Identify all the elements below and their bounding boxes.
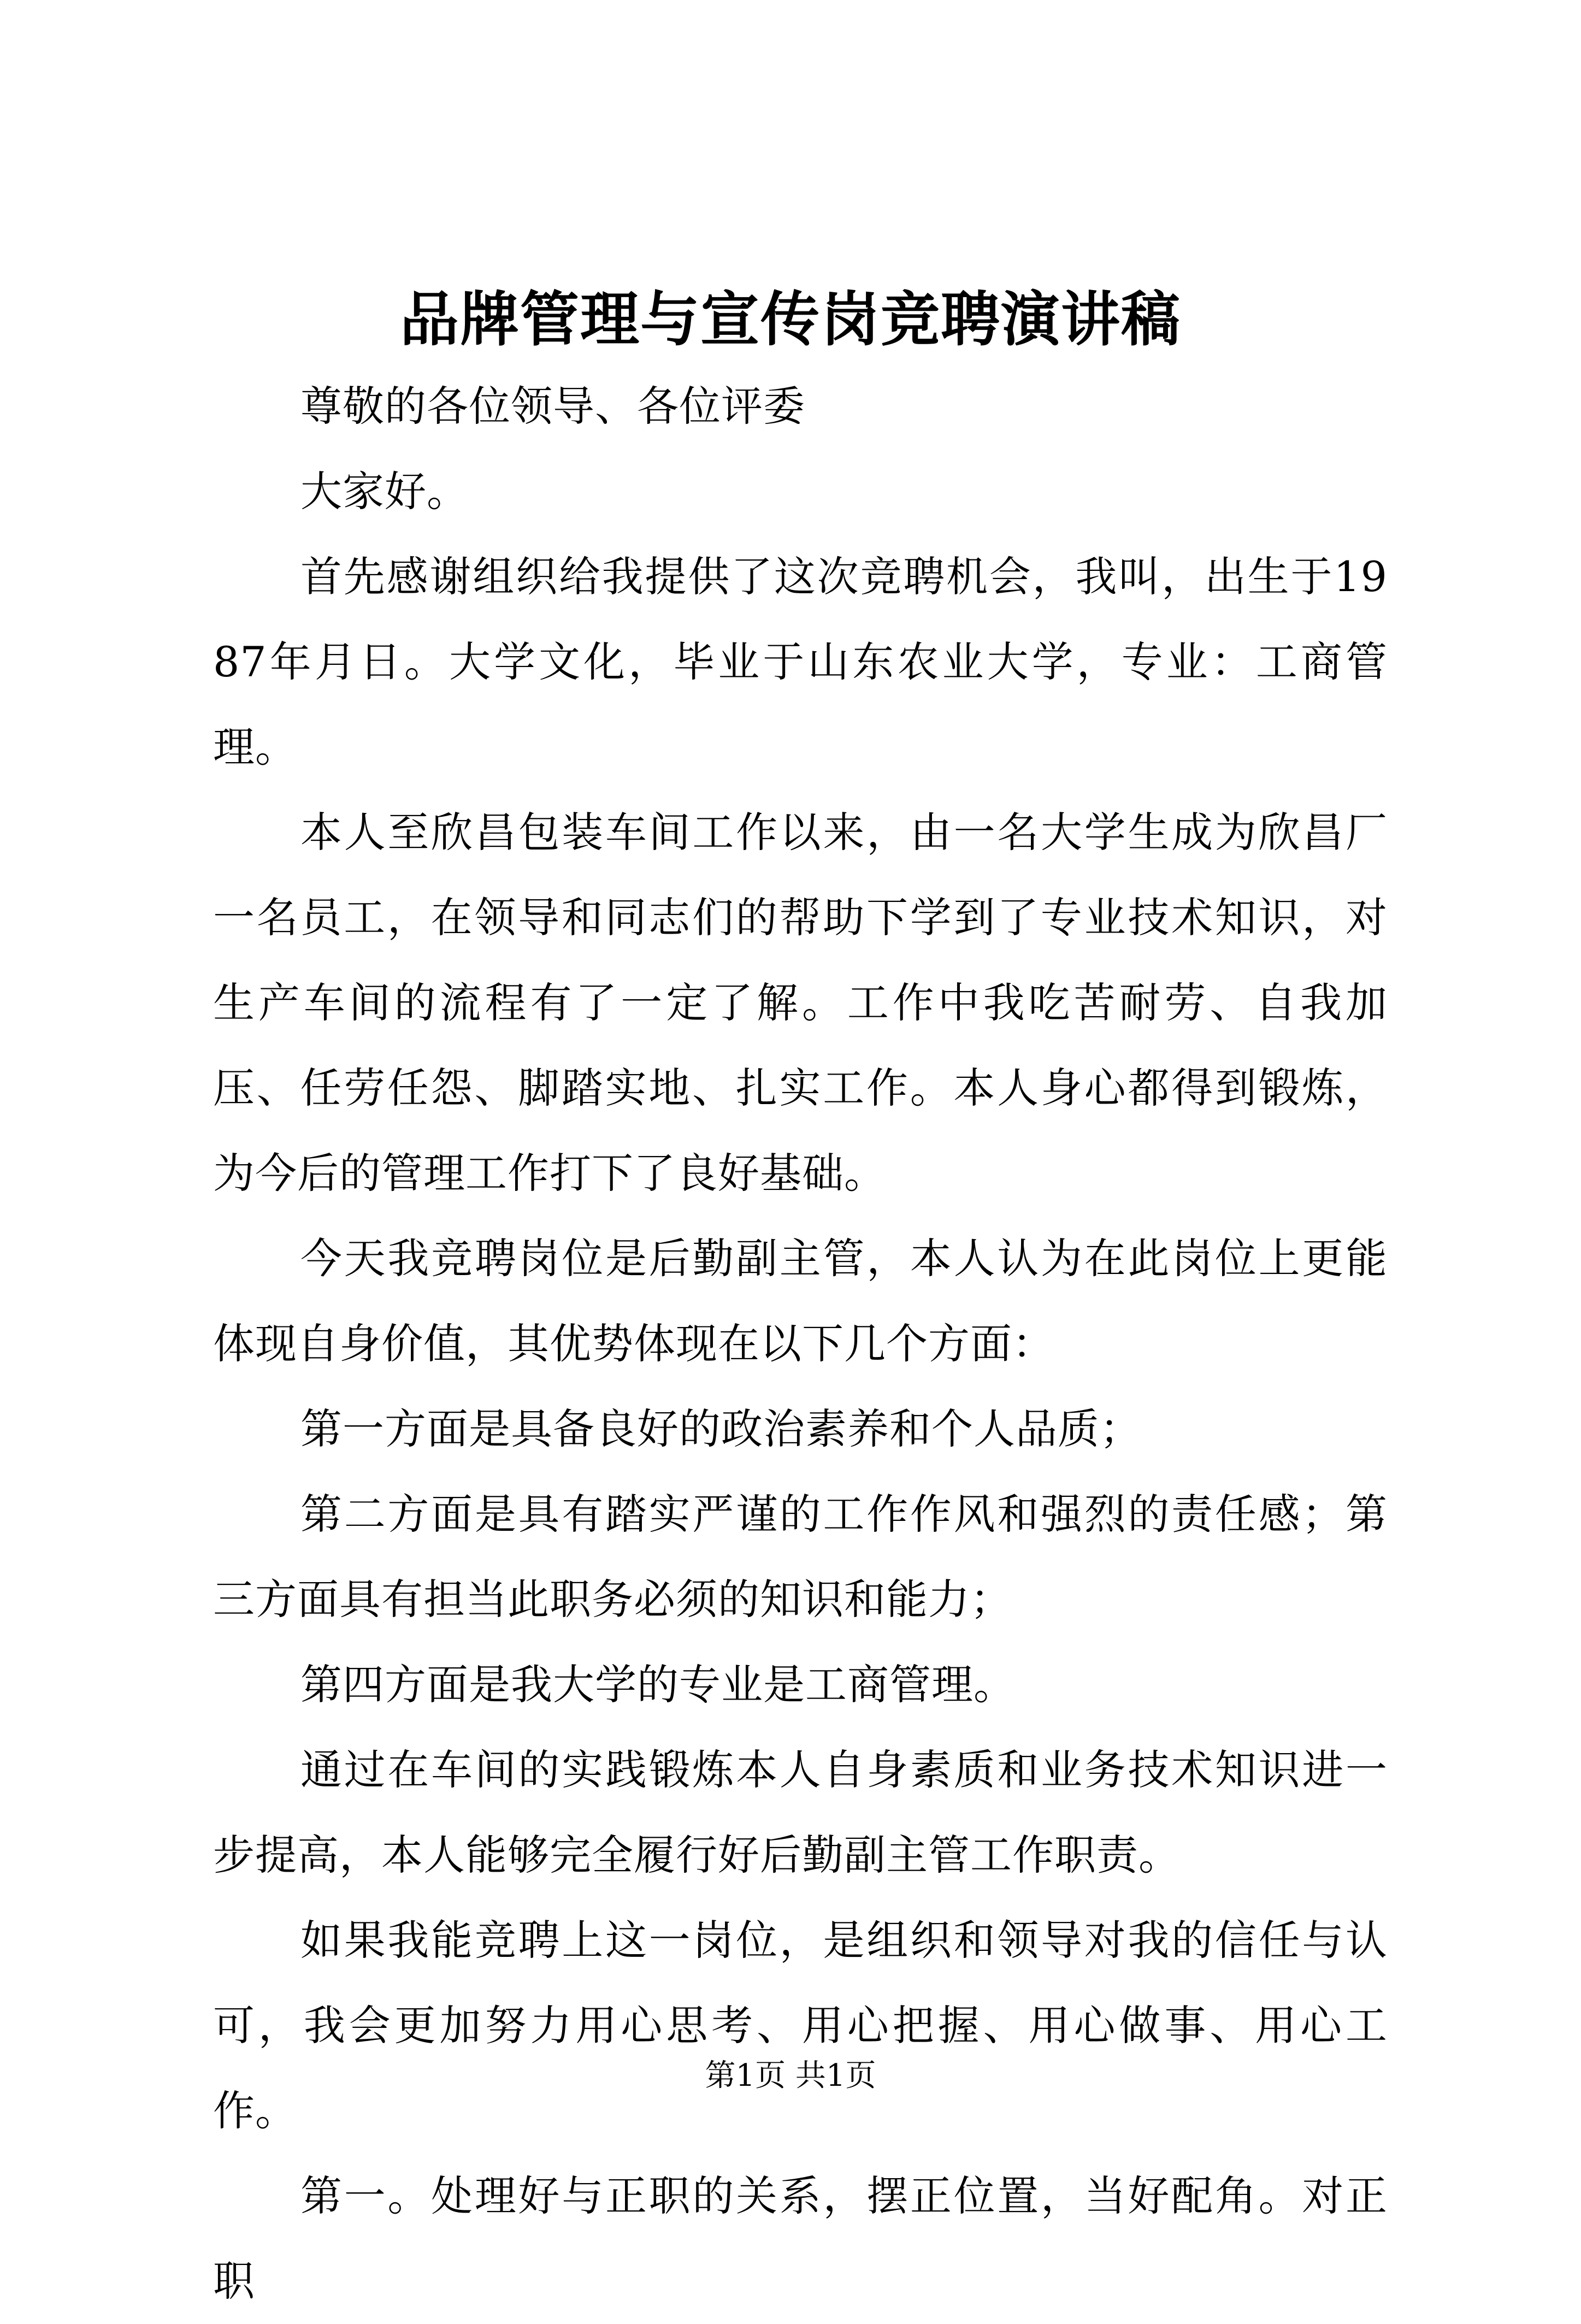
paragraph-practice: 通过在车间的实践锻炼本人自身素质和业务技术知识进一步提高，本人能够完全履行好后勤副主管工作职责。: [213, 1745, 1388, 1879]
paragraph-salutation: 尊敬的各位领导、各位评委: [300, 382, 805, 430]
page-footer: 第1页 共1页: [705, 2058, 876, 2093]
paragraph-commitment: 如果我能竞聘上这一岗位，是组织和领导对我的信任与认可，我会更加努力用心思考、用心把握、用心做事、用心工作。: [213, 1916, 1388, 2135]
paragraph-advantage-two-three: 第二方面是具有踏实严谨的工作作风和强烈的责任感；第三方面具有担当此职务必须的知识和能力；: [213, 1490, 1388, 1624]
paragraph-advantage-one: 第一方面是具备良好的政治素养和个人品质；: [300, 1405, 1142, 1453]
document-body: [213, 364, 1388, 2324]
paragraph-work-experience: 本人至欣昌包装车间工作以来，由一名大学生成为欣昌厂一名员工，在领导和同志们的帮助下学到了专业技术知识，对生产车间的流程有了一定了解。工作中我吃苦耐劳、自我加压、任劳任怨、脚踏实地、扎实工作。本人身心都得到锻炼，为今后的管理工作打下了良好基础。: [213, 808, 1388, 1198]
paragraph-position: 今天我竞聘岗位是后勤副主管，本人认为在此岗位上更能体现自身价值，其优势体现在以下几个方面：: [213, 1234, 1388, 1368]
paragraph-introduction: 首先感谢组织给我提供了这次竞聘机会，我叫，出生于1987年月日。大学文化，毕业于山东农业大学，专业：工商管理。: [213, 552, 1388, 771]
document-title: 品牌管理与宣传岗竞聘演讲稿: [399, 285, 1181, 354]
paragraph-first-point: 第一。处理好与正职的关系，摆正位置，当好配角。对正职: [213, 2172, 1388, 2305]
paragraph-greeting: 大家好。: [300, 467, 469, 516]
paragraph-advantage-four: 第四方面是我大学的专业是工商管理。: [300, 1660, 1016, 1709]
